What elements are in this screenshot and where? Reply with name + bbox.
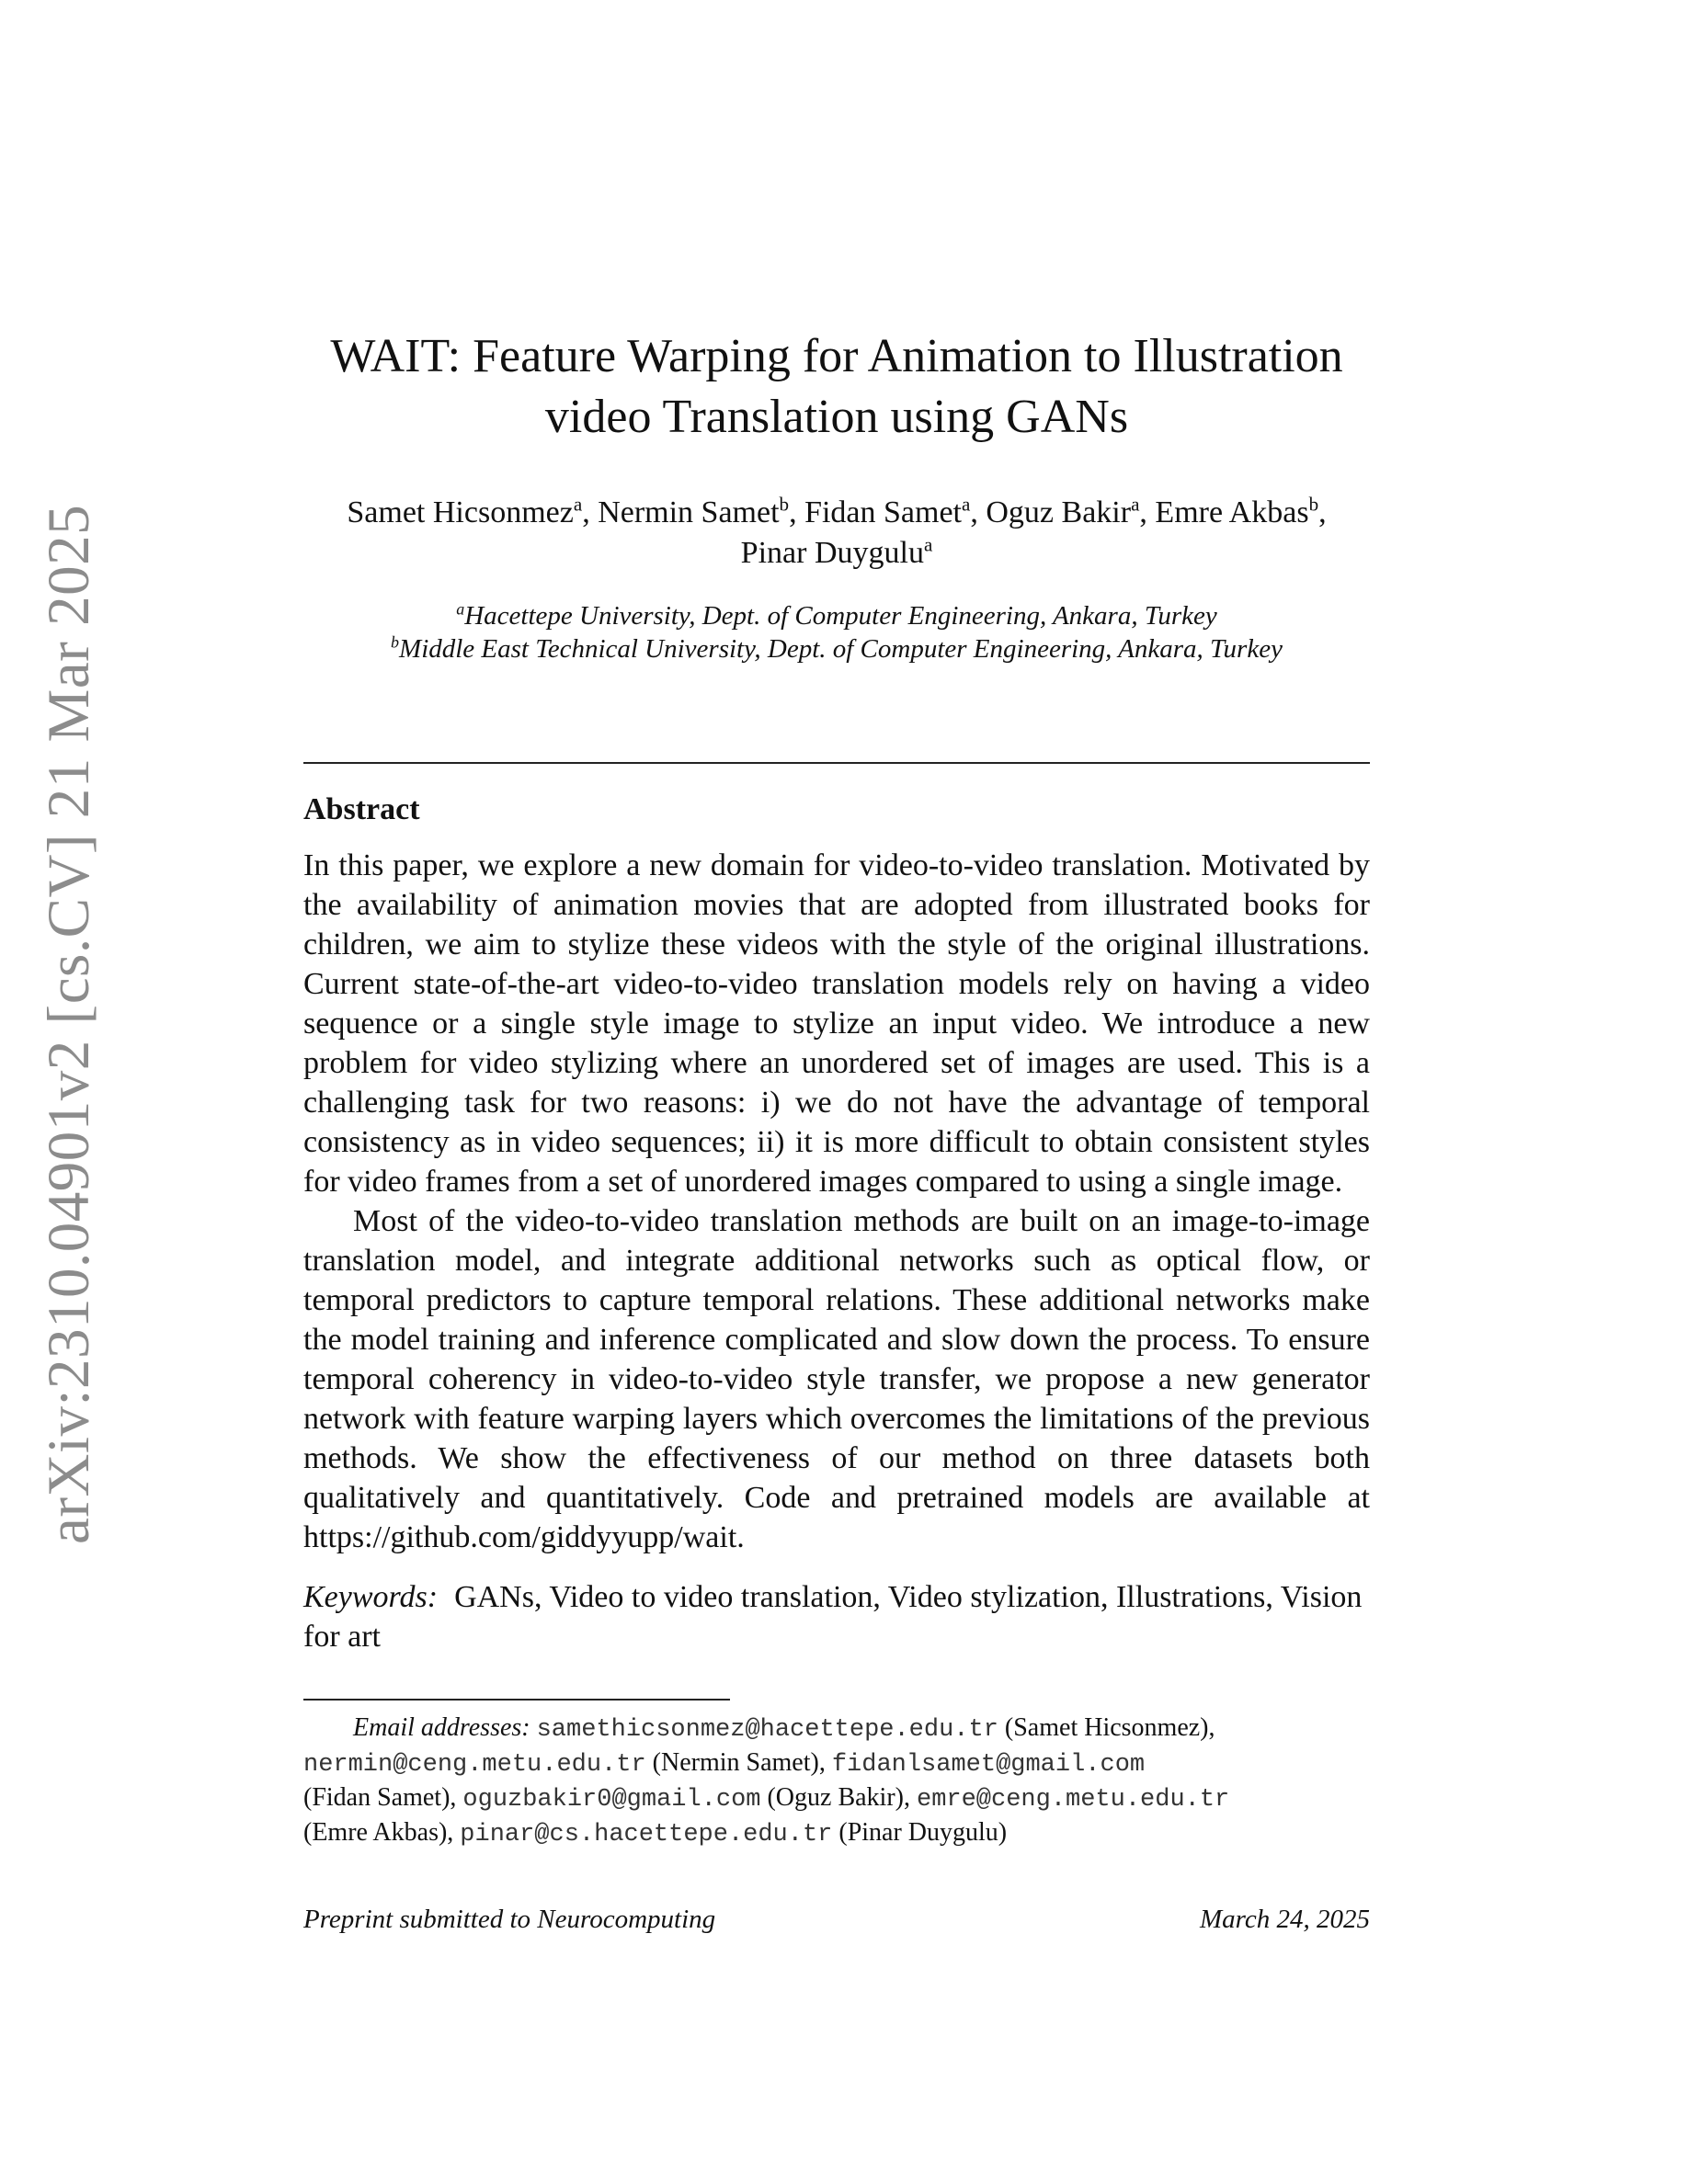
email-address[interactable]: oguzbakir0@gmail.com	[462, 1786, 761, 1814]
email-footnote: Email addresses: samethicsonmez@hacettepe.edu.tr (Samet Hicsonmez), nermin@ceng.metu.edu.tr (Nermin Samet), fidanlsamet@gmail.com (Fidan Samet), oguzbakir0@gmail.com (Oguz Bakir), emre@ceng.metu.edu.tr (Emre Akbas), pinar@cs.hacettepe.edu.tr (Pinar Duygulu)	[303, 1713, 1230, 1848]
affiliation-item	[303, 599, 1370, 632]
affiliation-text: Hacettepe University, Dept. of Computer Engineering, Ankara, Turkey	[464, 601, 1217, 631]
abstract-body	[303, 846, 1370, 1557]
footer-date: March 24, 2025	[1200, 1905, 1370, 1934]
email-address[interactable]: pinar@cs.hacettepe.edu.tr	[460, 1821, 833, 1848]
author-name: Emre Akbas	[1155, 495, 1309, 529]
keywords-text: GANs, Video to video translation, Video stylization, Illustrations, Vision for art	[303, 1580, 1363, 1654]
arxiv-identifier-stamp: arXiv:2310.04901v2 [cs.CV] 21 Mar 2025	[36, 504, 102, 1544]
author-name: Samet Hicsonmez	[347, 495, 574, 529]
header-divider	[303, 762, 1370, 764]
author-affiliation-mark: b	[1308, 493, 1319, 516]
author-name: Nermin Samet	[598, 495, 780, 529]
email-owner: (Oguz Bakir)	[767, 1783, 904, 1812]
title-line-1: WAIT: Feature Warping for Animation to Illustration	[330, 330, 1343, 382]
title-line-2: video Translation using GANs	[544, 391, 1129, 443]
email-addresses-label: Email addresses:	[353, 1713, 530, 1742]
footer-venue: Preprint submitted to Neurocomputing	[303, 1905, 716, 1934]
affiliation-item	[303, 632, 1370, 665]
abstract-heading: Abstract	[303, 792, 420, 826]
affiliation-list	[303, 599, 1370, 665]
affiliation-mark: a	[456, 599, 465, 619]
author-list: Samet Hicsonmez$^a$, Nermin Samet$^b$, Fidan Samet$^a$, Oguz Bakir$^a$, Emre Akbas$^b$, Pinar Duygulu$^a$	[347, 493, 1327, 570]
email-address[interactable]: nermin@ceng.metu.edu.tr	[303, 1751, 646, 1779]
page-footer	[303, 1903, 1370, 1936]
author-affiliation-mark: a	[923, 533, 933, 556]
paper-title	[303, 326, 1370, 448]
author-affiliation-mark: a	[1131, 493, 1140, 516]
email-owner: (Samet Hicsonmez)	[1004, 1713, 1209, 1742]
abstract-paragraph-1: In this paper, we explore a new domain for video-to-video translation. Motivated by the availability of animation movies that are adopted from illustrated books for children, we aim to stylize these videos with the style of the original illustrations. Current state-of-the-art video-to-video translation models rely on having a video sequence or a single style image to stylize an input video. We introduce a new problem for video stylizing where an unordered set of images are used. This is a challenging task for two reasons: i) we do not have the advantage of temporal consistency as in video sequences; ii) it is more difficult to obtain consistent styles for video frames from a set of unordered images compared to using a single image.	[303, 848, 1370, 1199]
affiliation-text: Middle East Technical University, Dept. of Computer Engineering, Ankara, Turkey	[399, 634, 1283, 664]
abstract-paragraph-2: Most of the video-to-video translation methods are built on an image-to-image translation model, and integrate additional networks such as optical flow, or temporal predictors to capture temporal relations. These additional networks make the model training and inference complicated and slow down the process. To ensure temporal coherency in video-to-video style transfer, we propose a new generator network with feature warping layers which overcomes the limitations of the previous methods. We show the effectiveness of our method on three datasets both qualitatively and quantitatively. Code and pretrained models are available at https://github.com/giddyyupp/wait.	[303, 1204, 1370, 1554]
keywords	[303, 1577, 1370, 1656]
author-name: Oguz Bakir	[986, 495, 1132, 529]
author-affiliation-mark: b	[779, 493, 790, 516]
email-owner: (Nermin Samet)	[652, 1748, 819, 1777]
email-address[interactable]: emre@ceng.metu.edu.tr	[917, 1786, 1230, 1814]
keywords-label: Keywords:	[303, 1580, 439, 1614]
email-owner: (Fidan Samet)	[303, 1783, 451, 1812]
email-address[interactable]: samethicsonmez@hacettepe.edu.tr	[536, 1716, 998, 1744]
email-address[interactable]: fidanlsamet@gmail.com	[831, 1751, 1146, 1779]
footnote-divider	[303, 1699, 730, 1701]
author-affiliation-mark: a	[573, 493, 583, 516]
email-owner: (Pinar Duygulu)	[838, 1818, 1008, 1847]
author-name: Fidan Samet	[804, 495, 963, 529]
author-name: Pinar Duygulu	[740, 536, 924, 570]
email-owner: (Emre Akbas)	[303, 1818, 448, 1847]
author-affiliation-mark: a	[962, 493, 971, 516]
affiliation-mark: b	[391, 632, 400, 652]
